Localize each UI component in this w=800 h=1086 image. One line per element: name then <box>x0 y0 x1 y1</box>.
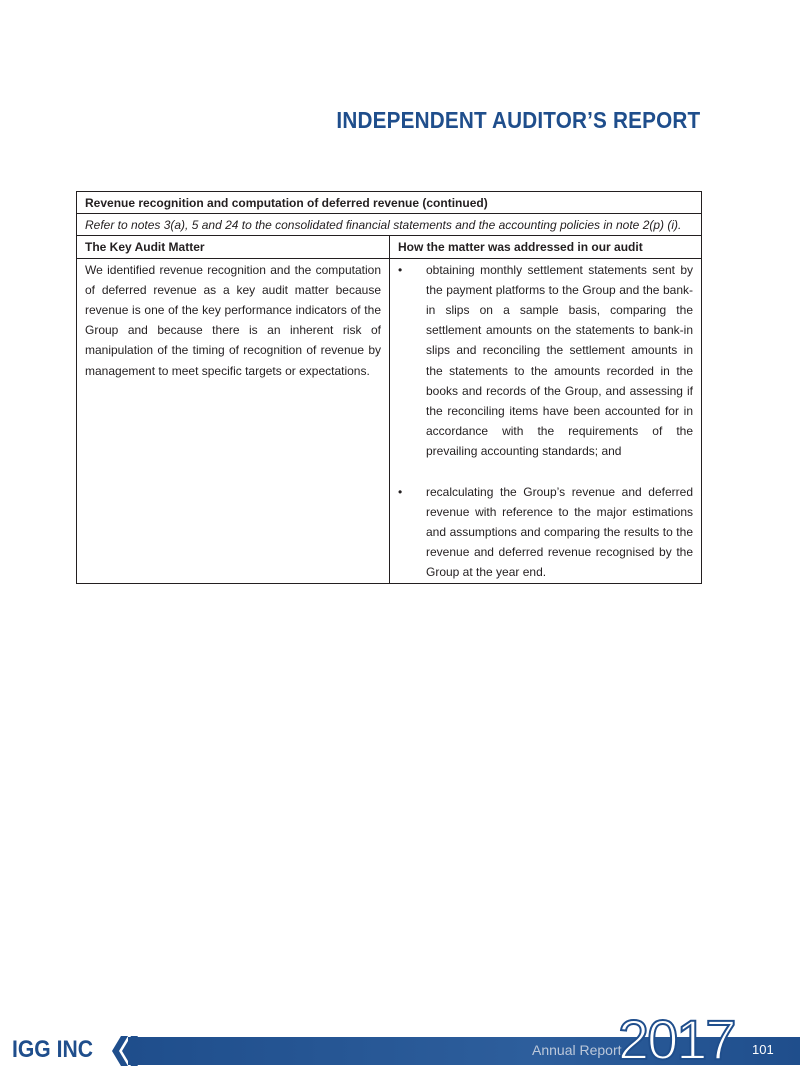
table-section-title: Revenue recognition and computation of deferred revenue (continued) <box>77 192 702 214</box>
procedure-text: obtaining monthly settlement statements sent by the payment platforms to the Group and the bank-in slips on a sample basis, comparing the settlement amounts on the statements to bank-in slips and reconciling the settlement amounts in the statements to the amounts recorded in the books and records of the Group, and assessing if the reconciling items have been accounted for in accordance with the requirements of the prevailing accounting standards; and <box>426 262 693 459</box>
key-audit-matter-text: We identified revenue recognition and the computation of deferred revenue as a key audit matter because revenue is one of the key performance indicators of the Group and because there is an inherent risk of manipulation of the timing of recognition of revenue by management to meet specific targets or expectations. <box>77 258 390 583</box>
bullet-icon: • <box>398 484 403 499</box>
list-item <box>398 482 693 583</box>
table-reference-note: Refer to notes 3(a), 5 and 24 to the consolidated financial statements and the accounting policies in note 2(p) (i). <box>77 214 702 236</box>
column-header-key-audit-matter: The Key Audit Matter <box>77 236 390 258</box>
table-body-row <box>77 258 702 583</box>
table-section-title-row <box>77 192 702 214</box>
page-footer <box>0 1008 800 1086</box>
column-header-how-addressed: How the matter was addressed in our audit <box>390 236 702 258</box>
report-year: 2017 <box>618 1008 735 1071</box>
page-number: 101 <box>752 1042 774 1057</box>
audit-procedures-cell <box>390 258 702 583</box>
audit-procedures-list <box>398 260 693 583</box>
table-reference-row <box>77 214 702 236</box>
company-logo-text: IGG INC <box>12 1036 93 1063</box>
bullet-icon: • <box>398 262 403 277</box>
table-header-row <box>77 236 702 258</box>
list-item <box>398 260 693 462</box>
page-title: INDEPENDENT AUDITOR’S REPORT <box>336 107 700 133</box>
double-chevron-left-icon <box>112 1036 138 1066</box>
procedure-text: recalculating the Group’s revenue and deferred revenue with reference to the major estimations and assumptions and comparing the results to the revenue and deferred revenue recognised by the Group at the year end. <box>426 484 693 580</box>
key-audit-matter-table <box>76 191 702 584</box>
annual-report-label: Annual Report <box>532 1042 622 1058</box>
